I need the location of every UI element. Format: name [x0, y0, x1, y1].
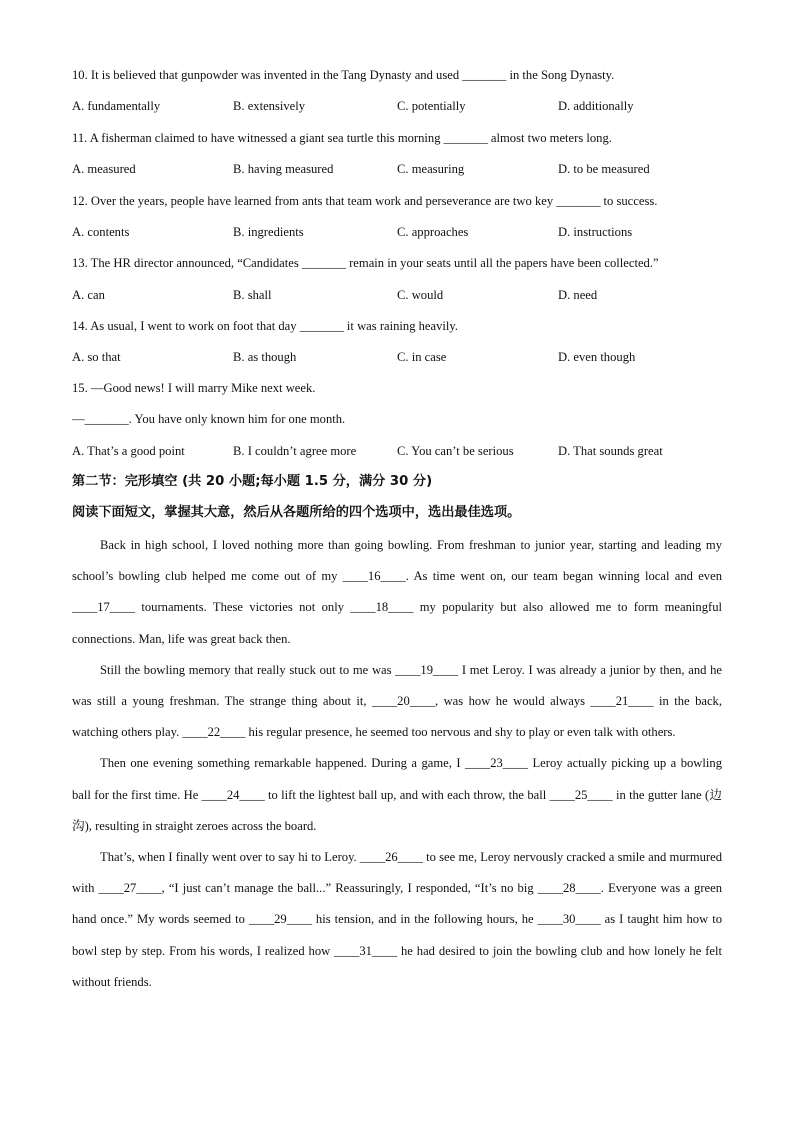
section-heading: 第二节：完形填空 (共 20 小题;每小题 1.5 分，满分 30 分) — [72, 474, 433, 489]
question-stem: 10. It is believed that gunpowder was invented in the Tang Dynasty and used _______ in the Song Dynasty. — [72, 68, 615, 82]
passage-paragraph: Then one evening something remarkable happened. During a game, I ____23____ Leroy actually picking up a bowling ball for the first time. He ____24____ to lift the lightest ball up, and with each throw, the ball ____25____ in the gutter lane (边沟), resulting in straight zeroes across the board. — [72, 756, 722, 833]
section-instruction: 阅读下面短文，掌握其大意，然后从各题所给的四个选项中，选出最佳选项。 — [72, 505, 521, 520]
option-d: D. to be measured — [558, 162, 650, 176]
passage-paragraph: Still the bowling memory that really stuck out to me was ____19____ I met Leroy. I was already a junior by then, and he was still a young freshman. The strange thing about it, ____20____, was how he would always ____21____ in the back, watching others play. ____22____ his regular presence, he seemed too nervous and shy to play or even talk with others. — [72, 662, 722, 740]
option-b: B. ingredients — [233, 225, 304, 239]
option-d: D. That sounds great — [558, 444, 663, 458]
option-b: B. I couldn’t agree more — [233, 444, 357, 458]
passage-paragraph: Back in high school, I loved nothing more than going bowling. From freshman to junior year, starting and leading my school’s bowling club helped me come out of my ____16____. As time went on, our team began winning local and even ____17____ tournaments. These victories not only ____18____ my popularity but also allowed me to form meaningful connections. Man, life was great back then. — [72, 538, 722, 646]
option-a: A. so that — [72, 350, 121, 364]
question-stem: 14. As usual, I went to work on foot that day _______ it was raining heavily. — [72, 319, 459, 333]
option-a: A. fundamentally — [72, 99, 161, 113]
option-c: C. would — [397, 288, 444, 302]
option-d: D. additionally — [558, 99, 634, 113]
option-c: C. potentially — [397, 99, 466, 113]
option-b: B. having measured — [233, 162, 334, 176]
option-b: B. shall — [233, 288, 272, 302]
option-c: C. You can’t be serious — [397, 444, 514, 458]
option-a: A. measured — [72, 162, 136, 176]
question-stem: 11. A fisherman claimed to have witnessed a giant sea turtle this morning _______ almost two meters long. — [72, 131, 612, 145]
question-stem: 15. —Good news! I will marry Mike next week. — [72, 381, 316, 395]
option-b: B. extensively — [233, 99, 306, 113]
option-c: C. in case — [397, 350, 447, 364]
option-d: D. need — [558, 288, 598, 302]
question-stem: 12. Over the years, people have learned from ants that team work and perseverance are two key _______ to success. — [72, 194, 658, 208]
option-b: B. as though — [233, 350, 297, 364]
option-a: A. That’s a good point — [72, 444, 185, 458]
passage-paragraph: That’s, when I finally went over to say hi to Leroy. ____26____ to see me, Leroy nervously cracked a smile and murmured with ____27____, “I just can’t manage the ball...” Reassuringly, I responded, “It’s no big ____28____. Everyone was a green hand once.” My words seemed to ____29____ his tension, and in the following hours, he ____30____ as I taught him how to bowl step by step. From his words, I realized how ____31____ he had desired to join the bowling club and how lonely he felt without friends. — [72, 850, 722, 989]
option-c: C. approaches — [397, 225, 469, 239]
option-d: D. instructions — [558, 225, 633, 239]
option-a: A. contents — [72, 225, 130, 239]
option-a: A. can — [72, 288, 105, 302]
option-c: C. measuring — [397, 162, 465, 176]
question-stem-reply: —_______. You have only known him for one month. — [72, 412, 346, 426]
option-d: D. even though — [558, 350, 636, 364]
question-stem: 13. The HR director announced, “Candidates _______ remain in your seats until all the papers have been collected.” — [72, 256, 659, 270]
cloze-passage — [72, 530, 722, 998]
